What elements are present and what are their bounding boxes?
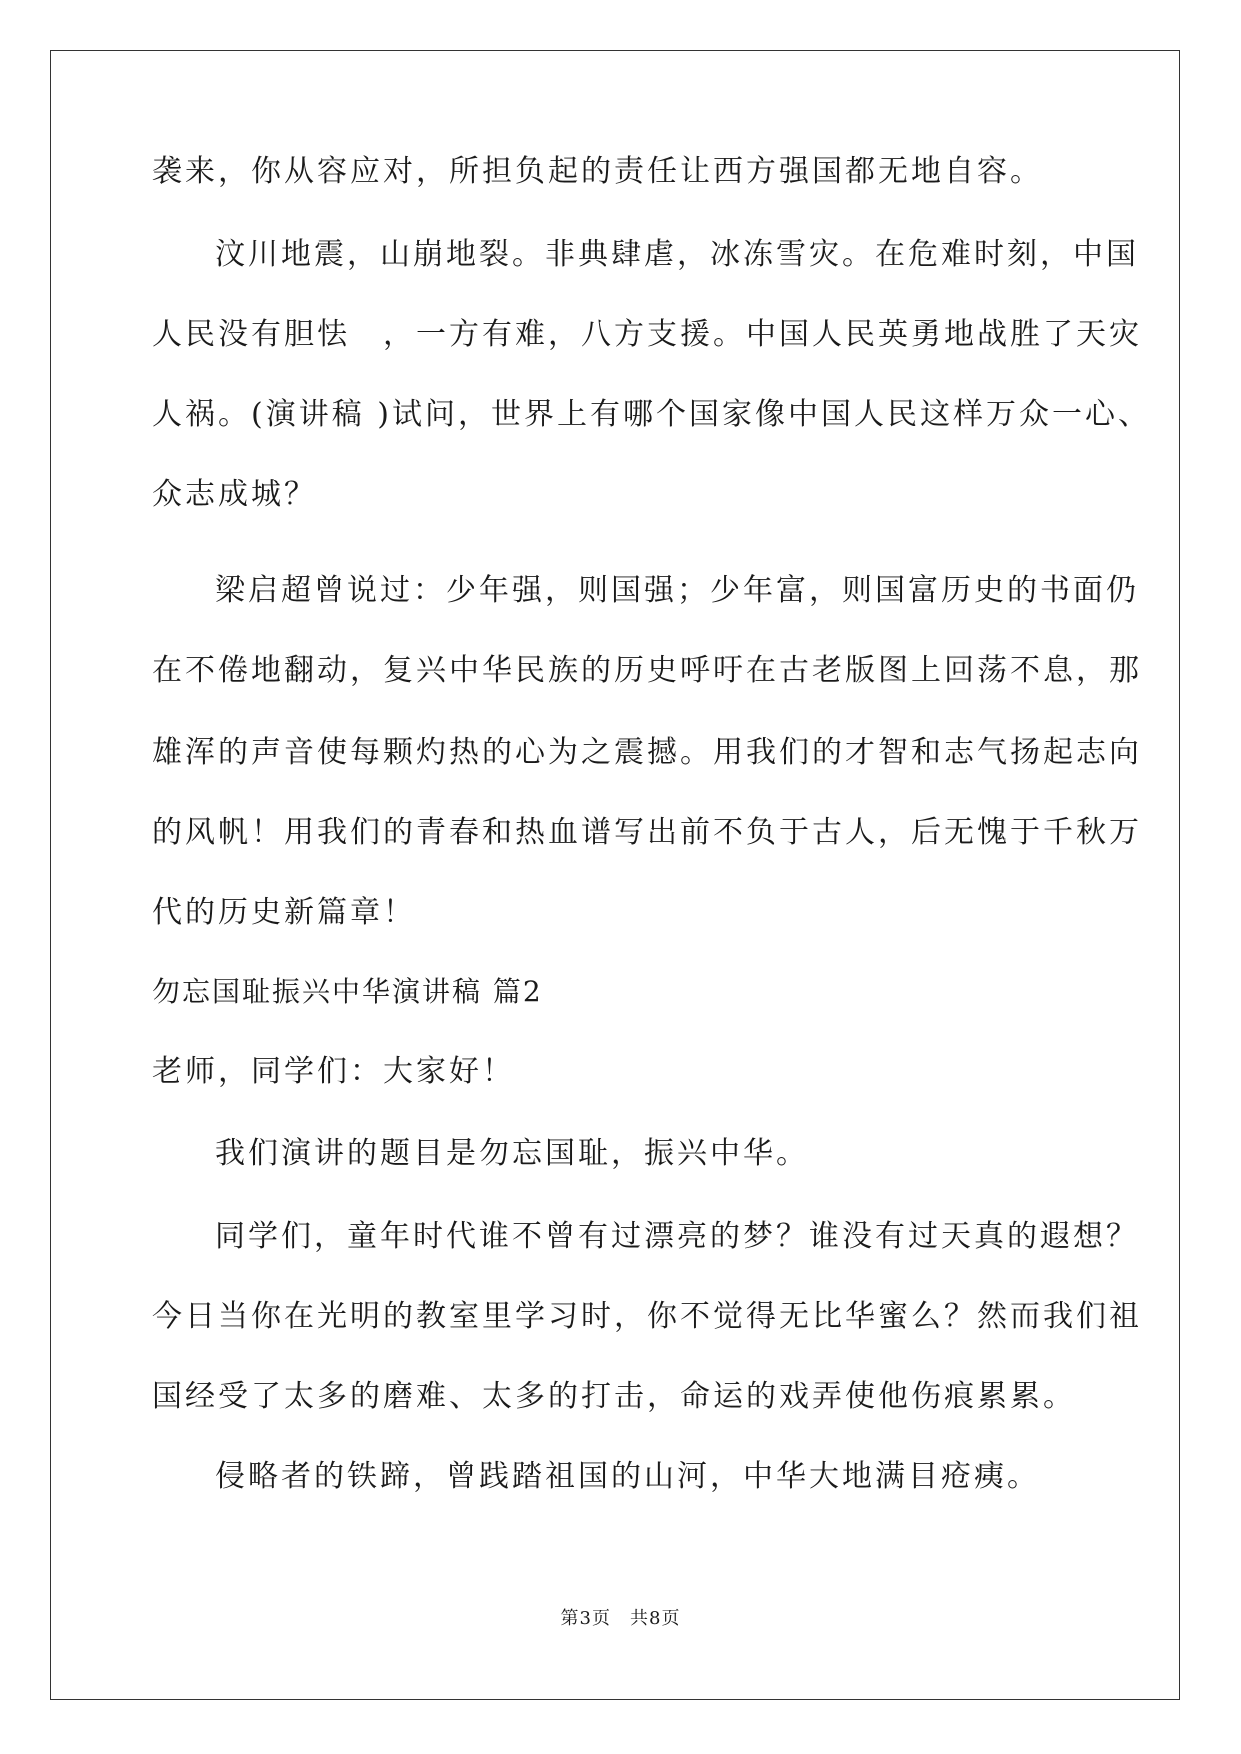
paragraph-line: 我们演讲的题目是勿忘国耻，振兴中华。 bbox=[215, 1136, 809, 1171]
section-heading: 勿忘国耻振兴中华演讲稿 篇2 bbox=[152, 975, 543, 1008]
text-line: 代的历史新篇章！ bbox=[152, 895, 416, 930]
paragraph-line: 汶川地震，山崩地裂。非典肆虐，冰冻雪灾。在危难时刻，中国 bbox=[215, 237, 1139, 272]
paragraph-line: 同学们，童年时代谁不曾有过漂亮的梦？谁没有过天真的遐想？ bbox=[215, 1219, 1139, 1254]
text-line: 在不倦地翻动，复兴中华民族的历史呼吁在古老版图上回荡不息，那 bbox=[152, 653, 1142, 688]
text-line: 人祸。(演讲稿 )试问，世界上有哪个国家像中国人民这样万众一心、 bbox=[152, 397, 1151, 432]
text-line: 今日当你在光明的教室里学习时，你不觉得无比华蜜么？然而我们祖 bbox=[152, 1299, 1142, 1334]
greeting-line: 老师，同学们：大家好！ bbox=[152, 1054, 515, 1089]
page-border bbox=[50, 50, 1180, 1700]
paragraph-line: 侵略者的铁蹄，曾践踏祖国的山河，中华大地满目疮痍。 bbox=[215, 1459, 1040, 1494]
text-line: 众志成城？ bbox=[152, 477, 317, 512]
text-line: 雄浑的声音使每颗灼热的心为之震撼。用我们的才智和志气扬起志向 bbox=[152, 735, 1142, 770]
text-line: 袭来，你从容应对，所担负起的责任让西方强国都无地自容。 bbox=[152, 154, 1043, 189]
text-line: 人民没有胆怯 ，一方有难，八方支援。中国人民英勇地战胜了天灾 bbox=[152, 317, 1142, 352]
text-line: 国经受了太多的磨难、太多的打击，命运的戏弄使他伤痕累累。 bbox=[152, 1379, 1076, 1414]
page-number-footer: 第3页 共8页 bbox=[560, 1608, 681, 1629]
paragraph-line: 梁启超曾说过：少年强，则国强；少年富，则国富历史的书面仍 bbox=[215, 573, 1139, 608]
text-line: 的风帆！用我们的青春和热血谱写出前不负于古人，后无愧于千秋万 bbox=[152, 815, 1142, 850]
